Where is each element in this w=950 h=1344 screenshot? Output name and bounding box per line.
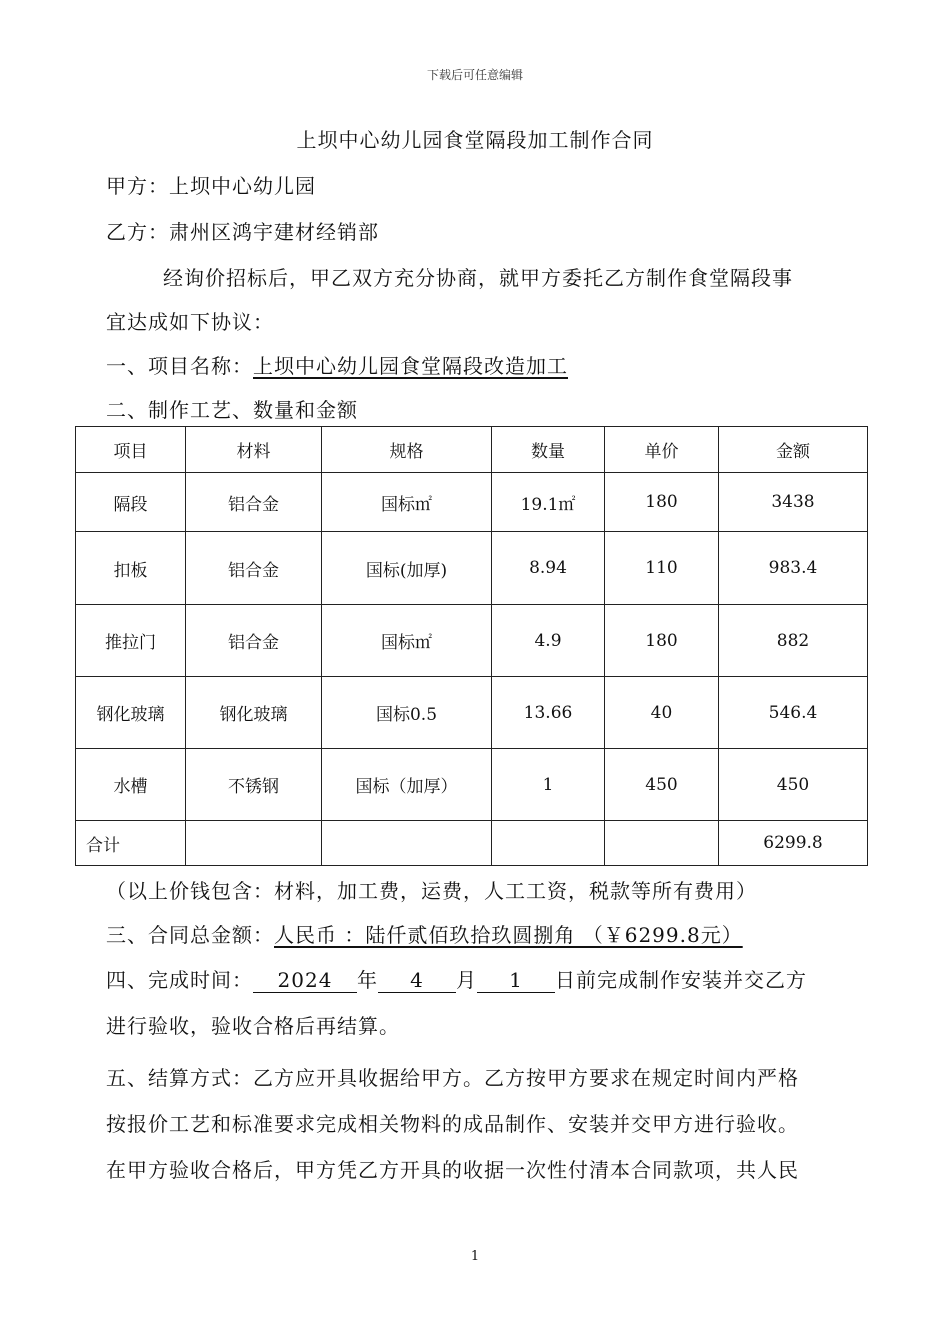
table-cell: 国标(加厚) bbox=[322, 532, 492, 605]
header-cell: 材料 bbox=[186, 427, 322, 473]
section-5-line-3: 在甲方验收合格后，甲方凭乙方开具的收据一次性付清本合同款项，共人民 bbox=[106, 1158, 799, 1182]
year-unit: 年 bbox=[357, 968, 378, 992]
section-2-label: 二、制作工艺、数量和金额 bbox=[106, 398, 358, 422]
table-row bbox=[76, 532, 868, 605]
table-cell: 隔段 bbox=[76, 473, 186, 532]
table-cell: 铝合金 bbox=[186, 473, 322, 532]
table-cell: 882 bbox=[719, 605, 868, 677]
table-cell: 水槽 bbox=[76, 749, 186, 821]
items-table bbox=[75, 426, 868, 866]
section-4-line-2: 进行验收，验收合格后再结算。 bbox=[106, 1014, 400, 1038]
table-cell bbox=[605, 821, 719, 866]
table-cell: 180 bbox=[605, 605, 719, 677]
table-cell: 4.9 bbox=[492, 605, 605, 677]
completion-month: 4 bbox=[378, 968, 456, 993]
section-3 bbox=[106, 919, 743, 948]
contract-total-amount: 人民币 ：陆仟贰佰玖拾玖圆捌角 （￥6299.8元） bbox=[274, 923, 743, 947]
table-row bbox=[76, 605, 868, 677]
section-5-line-2: 按报价工艺和标准要求完成相关物料的成品制作、安装并交甲方进行验收。 bbox=[106, 1112, 799, 1136]
project-name: 上坝中心幼儿园食堂隔段改造加工 bbox=[253, 354, 568, 378]
header-cell: 单价 bbox=[605, 427, 719, 473]
completion-day: 1 bbox=[477, 968, 555, 993]
section-4-label: 四、完成时间： bbox=[106, 968, 253, 992]
table-cell: 1 bbox=[492, 749, 605, 821]
header-cell: 金额 bbox=[719, 427, 868, 473]
table-row bbox=[76, 473, 868, 532]
table-cell: 546.4 bbox=[719, 677, 868, 749]
price-note: （以上价钱包含：材料，加工费，运费，人工工资，税款等所有费用） bbox=[106, 879, 757, 903]
table-cell: 110 bbox=[605, 532, 719, 605]
header-cell: 项目 bbox=[76, 427, 186, 473]
table-cell: 铝合金 bbox=[186, 605, 322, 677]
section-4-tail: 日前完成制作安装并交乙方 bbox=[555, 968, 807, 992]
total-value: 6299.8 bbox=[719, 821, 868, 866]
table-cell bbox=[186, 821, 322, 866]
table-cell: 8.94 bbox=[492, 532, 605, 605]
table-cell: 推拉门 bbox=[76, 605, 186, 677]
section-5-line-1: 五、结算方式：乙方应开具收据给甲方。乙方按甲方要求在规定时间内严格 bbox=[106, 1066, 799, 1090]
page-number: 1 bbox=[470, 1249, 480, 1264]
table-row bbox=[76, 677, 868, 749]
table-cell bbox=[322, 821, 492, 866]
table-cell: 国标（加厚） bbox=[322, 749, 492, 821]
intro-line-2: 宜达成如下协议： bbox=[106, 310, 274, 334]
intro-line-1: 经询价招标后，甲乙双方充分协商，就甲方委托乙方制作食堂隔段事 bbox=[163, 266, 793, 290]
section-3-label: 三、合同总金额： bbox=[106, 923, 274, 947]
table-cell: 3438 bbox=[719, 473, 868, 532]
table-cell: 国标0.5 bbox=[322, 677, 492, 749]
table-cell: 扣板 bbox=[76, 532, 186, 605]
table-cell: 450 bbox=[719, 749, 868, 821]
document-title: 上坝中心幼儿园食堂隔段加工制作合同 bbox=[296, 128, 654, 152]
table-cell: 19.1㎡ bbox=[492, 473, 605, 532]
table-total-row bbox=[76, 821, 868, 866]
table-cell: 40 bbox=[605, 677, 719, 749]
section-1-label: 一、项目名称： bbox=[106, 354, 253, 378]
header-note: 下载后可任意编辑 bbox=[426, 68, 523, 82]
table-cell: 13.66 bbox=[492, 677, 605, 749]
completion-year: 2024 bbox=[253, 968, 357, 993]
table-row bbox=[76, 749, 868, 821]
party-a: 甲方：上坝中心幼儿园 bbox=[106, 174, 316, 198]
table-cell: 180 bbox=[605, 473, 719, 532]
table-cell: 钢化玻璃 bbox=[186, 677, 322, 749]
header-cell: 数量 bbox=[492, 427, 605, 473]
table-header-row bbox=[76, 427, 868, 473]
table-cell: 国标㎡ bbox=[322, 473, 492, 532]
section-4 bbox=[106, 964, 807, 993]
table-cell bbox=[492, 821, 605, 866]
section-1 bbox=[106, 350, 568, 379]
table-cell: 铝合金 bbox=[186, 532, 322, 605]
table-cell: 不锈钢 bbox=[186, 749, 322, 821]
table-cell: 国标㎡ bbox=[322, 605, 492, 677]
total-label: 合计 bbox=[76, 821, 186, 866]
table-cell: 983.4 bbox=[719, 532, 868, 605]
table-cell: 钢化玻璃 bbox=[76, 677, 186, 749]
table-cell: 450 bbox=[605, 749, 719, 821]
party-b: 乙方：肃州区鸿宇建材经销部 bbox=[106, 220, 379, 244]
month-unit: 月 bbox=[456, 968, 477, 992]
header-cell: 规格 bbox=[322, 427, 492, 473]
